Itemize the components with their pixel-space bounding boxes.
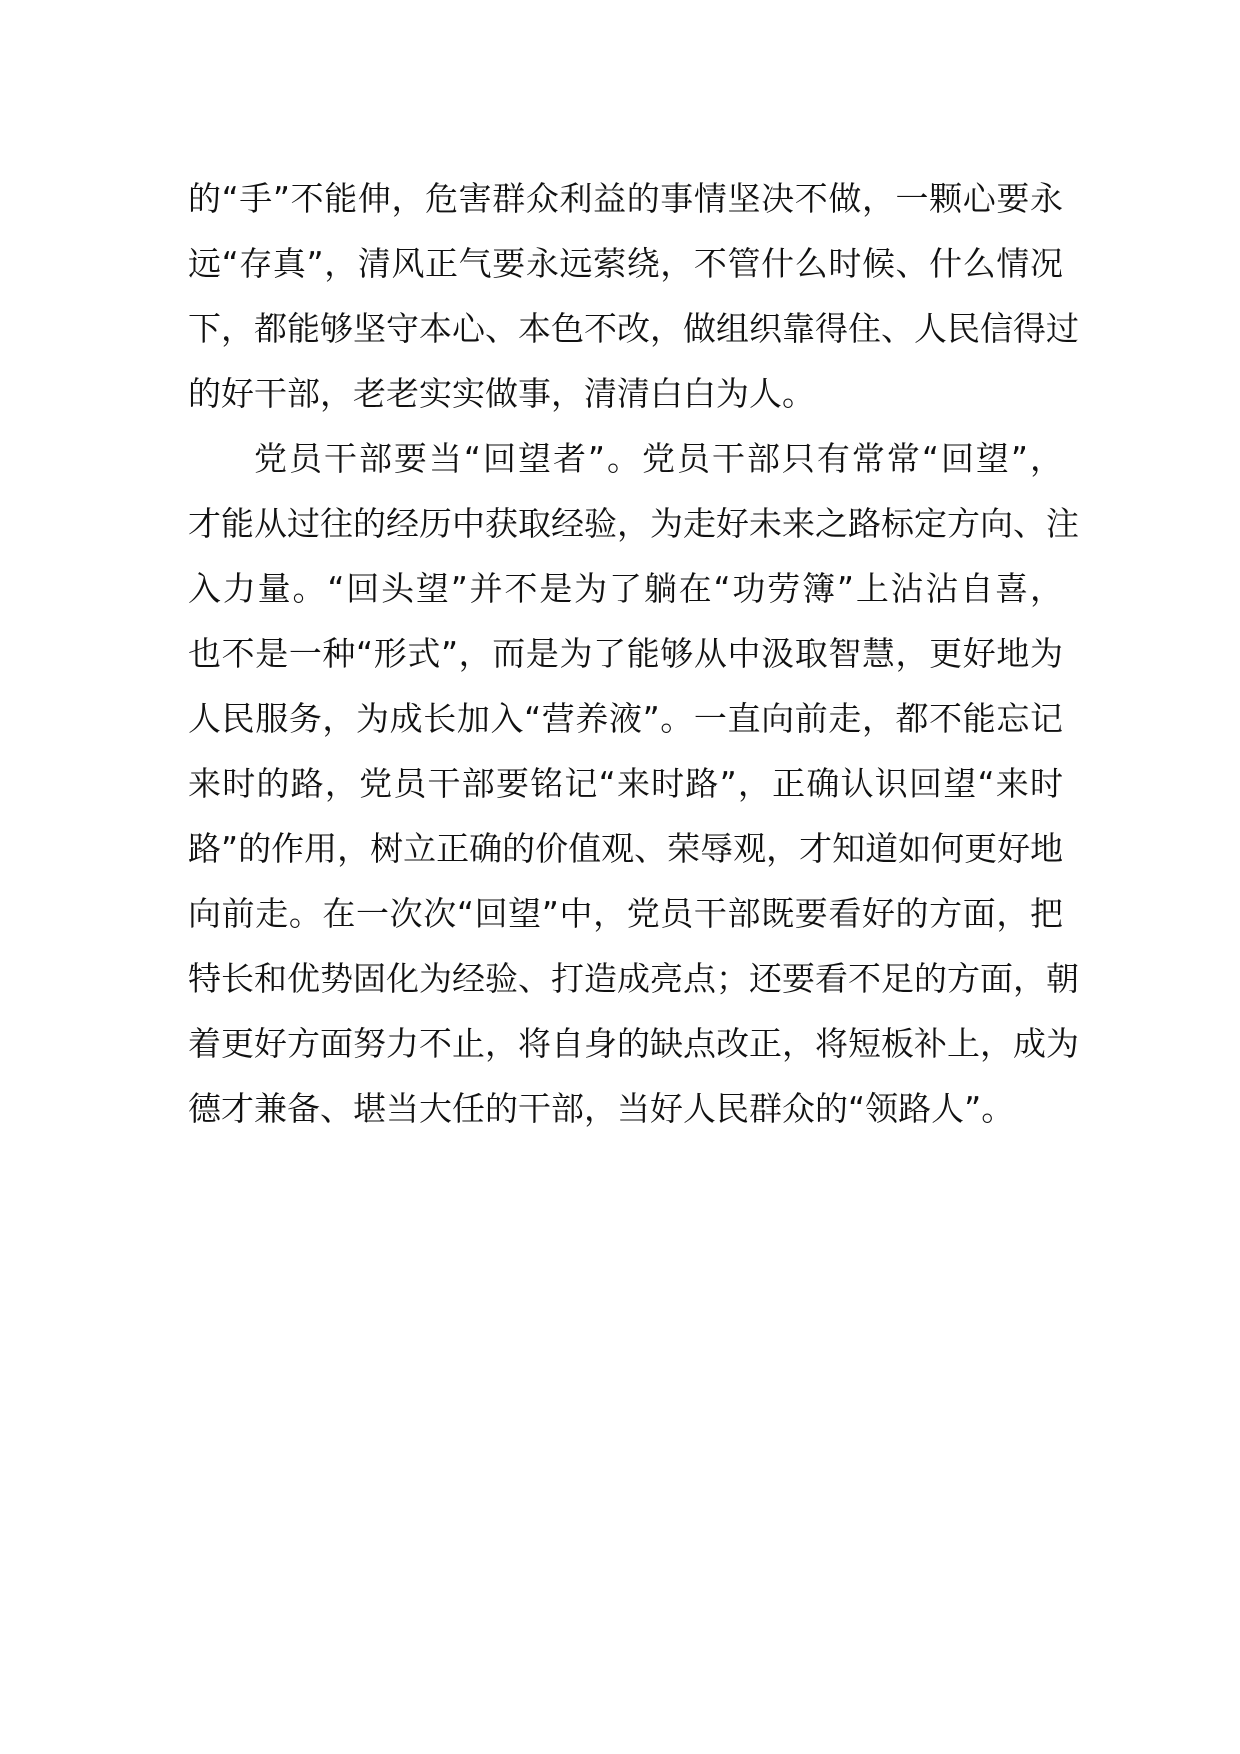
paragraph-1-line-3: 下，都能够坚守本心、本色不改，做组织靠得住、人民信得过 (188, 309, 1079, 348)
paragraph-2-line-9: 特长和优势固化为经验、打造成亮点；还要看不足的方面，朝 (188, 959, 1079, 998)
document-body (188, 166, 1079, 1141)
paragraph-2-line-1: 党员干部要当“回望者”。党员干部只有常常“回望”， (254, 439, 1063, 478)
paragraph-2-line-5: 人民服务，为成长加入“营养液”。一直向前走，都不能忘记 (188, 699, 1063, 738)
paragraph-2-line-6: 来时的路，党员干部要铭记“来时路”，正确认识回望“来时 (188, 764, 1063, 803)
paragraph-2-line-11: 德才兼备、堪当大任的干部，当好人民群众的“领路人”。 (188, 1089, 1015, 1128)
paragraph-2-line-2: 才能从过往的经历中获取经验，为走好未来之路标定方向、注 (188, 504, 1079, 543)
paragraph-1-line-1: 的“手”不能伸，危害群众利益的事情坚决不做，一颗心要永 (188, 179, 1063, 218)
paragraph-2-line-7: 路”的作用，树立正确的价值观、荣辱观，才知道如何更好地 (188, 829, 1064, 868)
paragraph-2-line-3: 入力量。“回头望”并不是为了躺在“功劳簿”上沾沾自喜， (188, 569, 1063, 608)
paragraph-1-line-4: 的好干部，老老实实做事，清清白白为人。 (188, 374, 815, 413)
paragraph-1-line-2: 远“存真”，清风正气要永远萦绕，不管什么时候、什么情况 (188, 244, 1063, 283)
paragraph-2-line-8: 向前走。在一次次“回望”中，党员干部既要看好的方面，把 (188, 894, 1063, 933)
paragraph-2-line-10: 着更好方面努力不止，将自身的缺点改正，将短板补上，成为 (188, 1024, 1079, 1063)
paragraph-2-line-4: 也不是一种“形式”，而是为了能够从中汲取智慧，更好地为 (188, 634, 1063, 673)
